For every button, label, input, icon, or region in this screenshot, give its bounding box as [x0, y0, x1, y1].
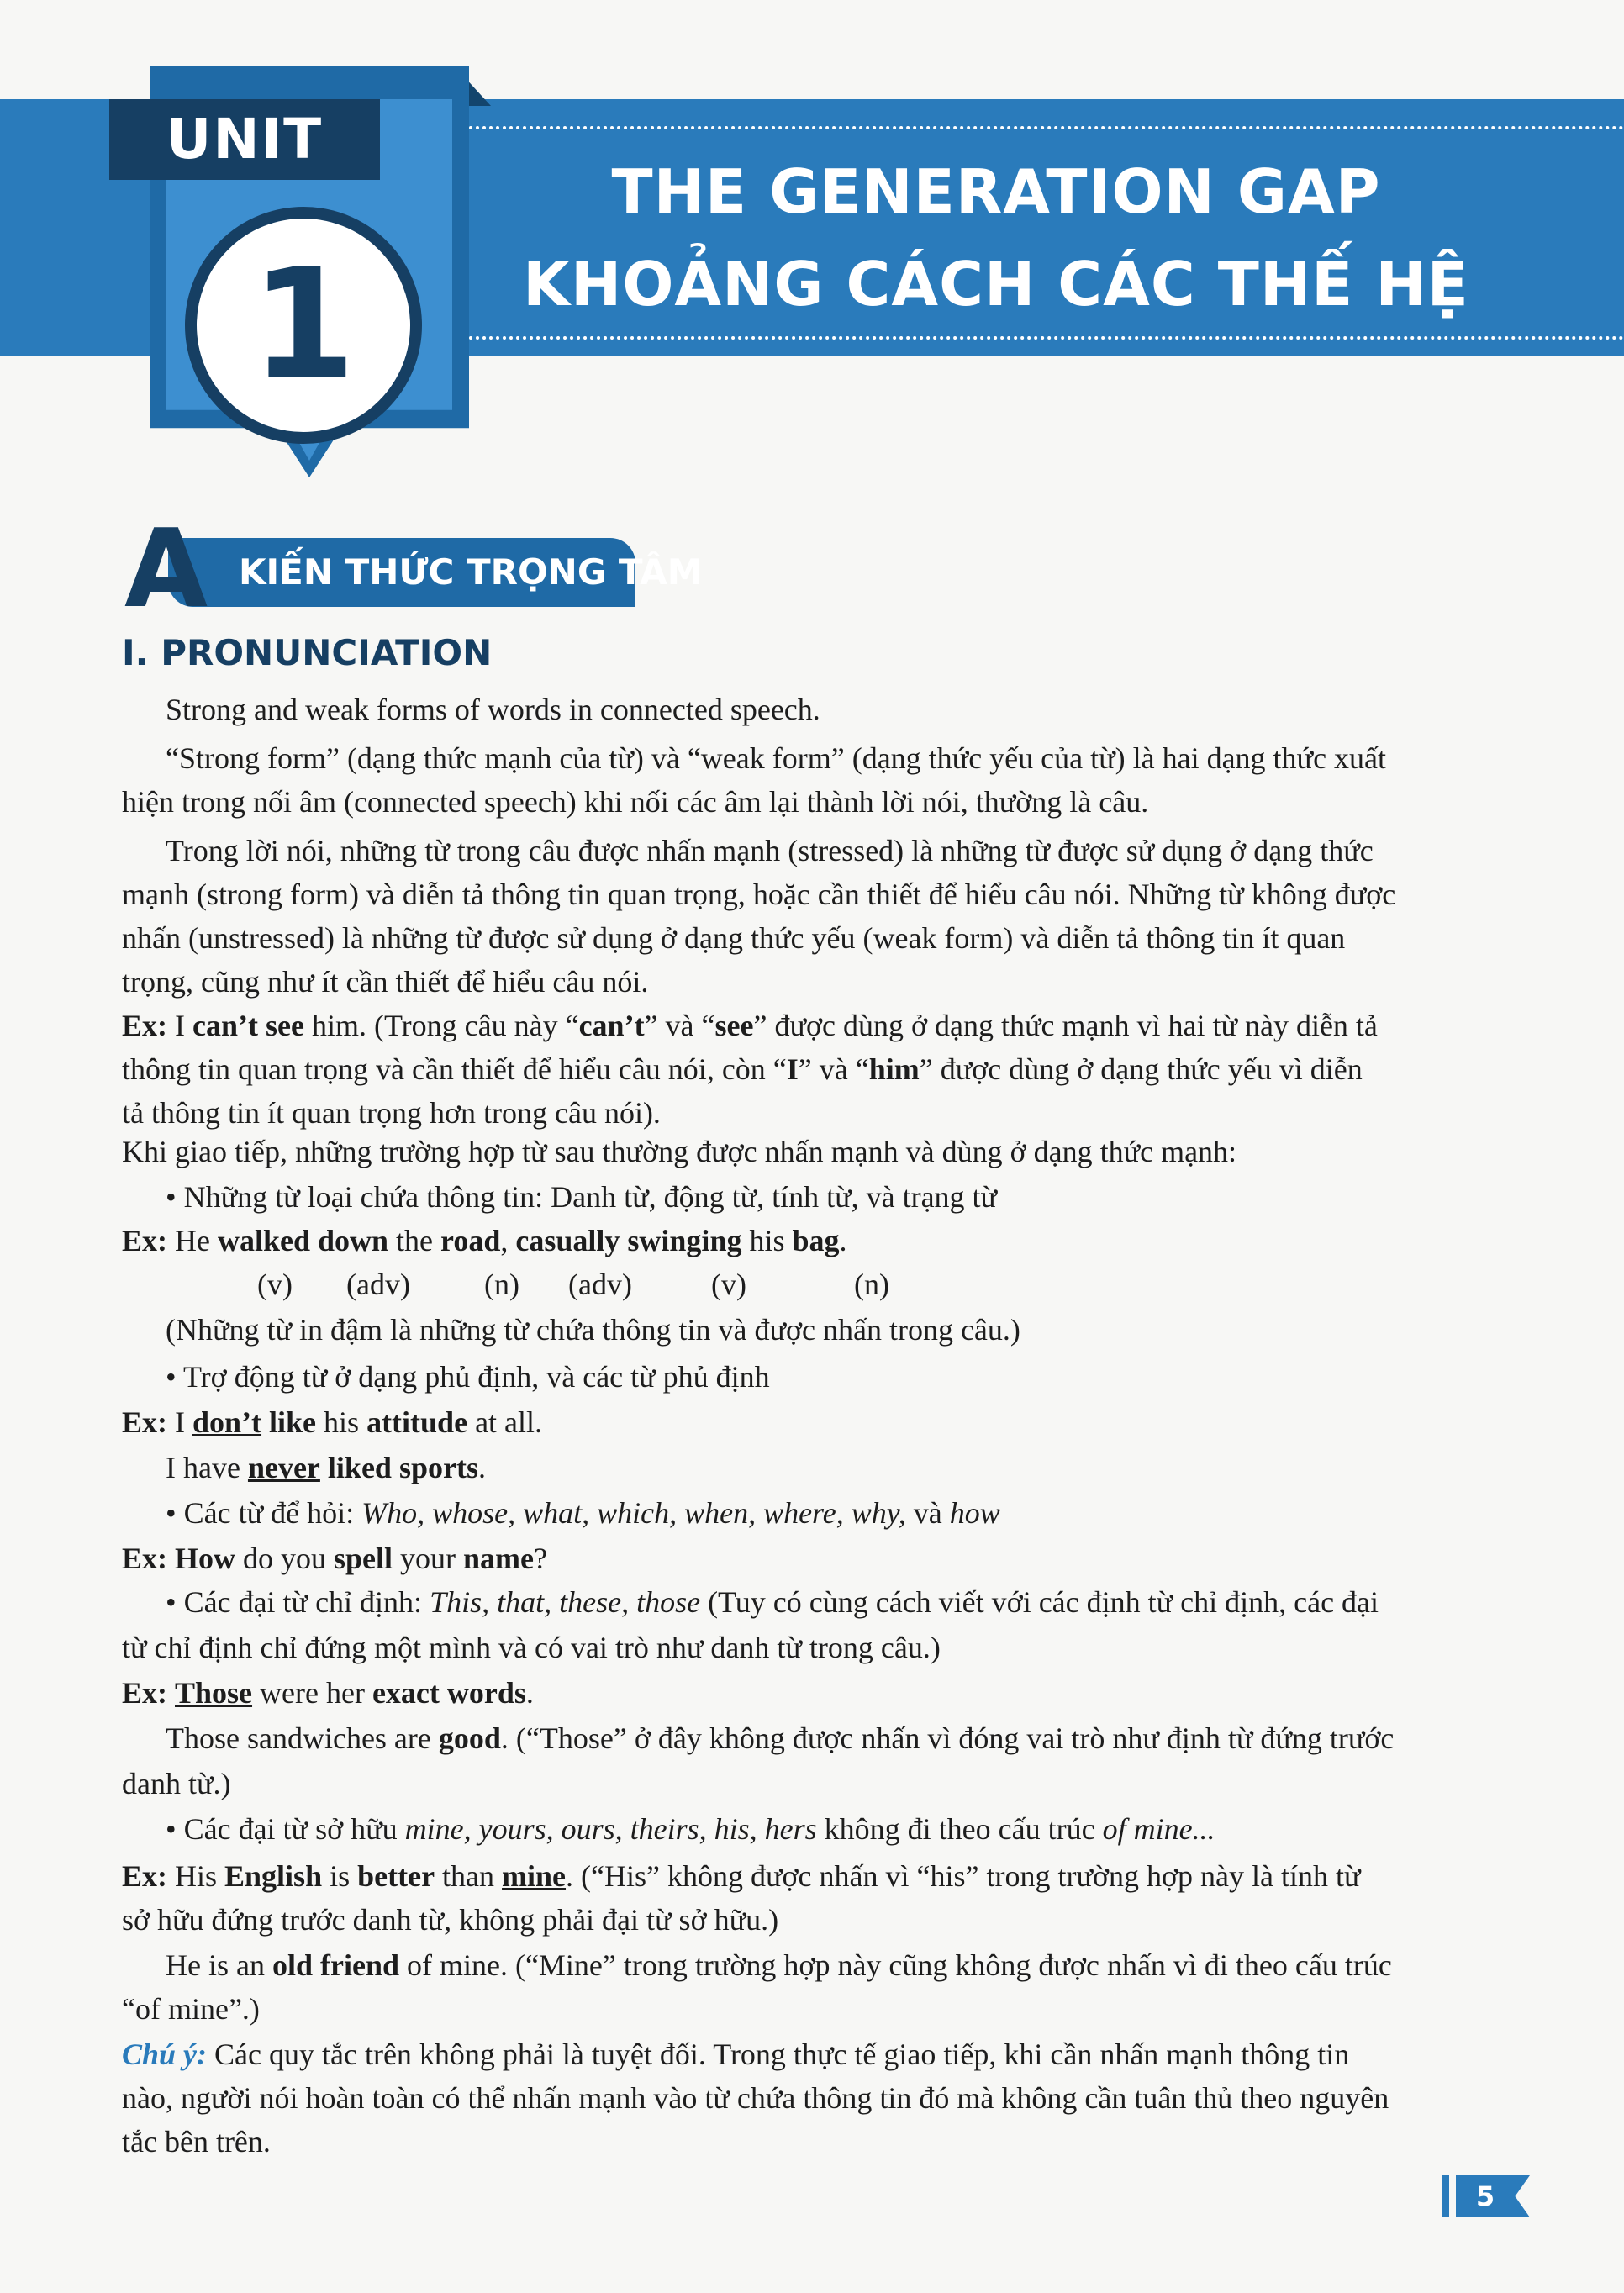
pos-tag: (v)	[257, 1268, 293, 1301]
paragraph-1-line-1: “Strong form” (dạng thức mạnh của từ) và “weak form” (dạng thức yếu của từ) là hai dạng thức xuất	[166, 741, 1387, 775]
section-a-letter: A	[124, 507, 208, 632]
example-5-b-line-1: Those sandwiches are good. (“Those” ở đây không được nhấn vì đóng vai trò như định từ đứng trước	[166, 1721, 1395, 1755]
section-a-title: KIẾN THỨC TRỌNG TÂM	[239, 551, 703, 593]
page-number: 5	[1475, 2180, 1495, 2212]
example-3: Ex: I don’t like his attitude at all.	[122, 1405, 543, 1439]
example-5-b-line-2: danh từ.)	[122, 1767, 231, 1800]
bullet-5: • Các đại từ sở hữu mine, yours, ours, theirs, his, hers không đi theo cấu trúc of mine...	[166, 1812, 1215, 1846]
pos-tag: (v)	[711, 1268, 746, 1301]
paragraph-2-line-1: Trong lời nói, những từ trong câu được nhấn mạnh (stressed) là những từ được sử dụng ở dạng thức	[166, 834, 1374, 867]
note-line-3: tắc bên trên.	[122, 2125, 271, 2159]
page-number-bar	[1442, 2175, 1449, 2217]
note-line-2: nào, người nói hoàn toàn có thể nhấn mạnh vào từ chứa thông tin đó mà không cần tuân thủ theo nguyên	[122, 2081, 1389, 2115]
paragraph-3: Khi giao tiếp, những trường hợp từ sau thường được nhấn mạnh và dùng ở dạng thức mạnh:	[122, 1135, 1237, 1168]
example-3-b: I have never liked sports.	[166, 1451, 486, 1484]
note-line-1: Chú ý: Các quy tắc trên không phải là tuyệt đối. Trong thực tế giao tiếp, khi cần nhấn mạnh thông tin	[122, 2037, 1350, 2071]
bullet-1: • Những từ loại chứa thông tin: Danh từ, động từ, tính từ, và trạng từ	[166, 1180, 998, 1214]
example-6-b-line-2: “of mine”.)	[122, 1992, 260, 2026]
example-6-b-line-1: He is an old friend of mine. (“Mine” trong trường hợp này cũng không được nhấn vì đi theo cấu trúc	[166, 1948, 1392, 1982]
paragraph-2-line-4: trọng, cũng như ít cần thiết để hiểu câu nói.	[122, 965, 649, 999]
example-1-line-3: tả thông tin ít quan trọng hơn trong câu nói).	[122, 1096, 661, 1130]
example-5: Ex: Those were her exact words.	[122, 1676, 534, 1710]
section-heading: I. PRONUNCIATION	[122, 632, 493, 673]
bullet-4-line-2: từ chỉ định chỉ đứng một mình và có vai trò như danh từ trong câu.)	[122, 1631, 941, 1664]
example-4: Ex: How do you spell your name?	[122, 1542, 547, 1575]
unit-label: UNIT	[166, 107, 324, 171]
intro-line: Strong and weak forms of words in connected speech.	[166, 693, 820, 726]
pos-tag: (adv)	[346, 1268, 410, 1301]
example-6-line-2: sở hữu đứng trước danh từ, không phải đại từ sở hữu.)	[122, 1903, 779, 1937]
unit-title-vietnamese: KHOẢNG CÁCH CÁC THẾ HỆ	[523, 249, 1469, 319]
example-2-note: (Những từ in đậm là những từ chứa thông tin và được nhấn trong câu.)	[166, 1313, 1020, 1347]
bullet-4-line-1: • Các đại từ chỉ định: This, that, these, those (Tuy có cùng cách viết với các định từ chỉ định, các đại	[166, 1585, 1379, 1619]
bullet-3: • Các từ để hỏi: Who, whose, what, which, when, where, why, và how	[166, 1496, 1000, 1530]
paragraph-2-line-3: nhấn (unstressed) là những từ được sử dụng ở dạng thức yếu (weak form) và diễn tả thông tin ít quan	[122, 921, 1346, 955]
pos-tag: (n)	[484, 1268, 519, 1301]
paragraph-1-line-2: hiện trong nối âm (connected speech) khi nối các âm lại thành lời nói, thường là câu.	[122, 785, 1149, 819]
pos-tag: (n)	[854, 1268, 889, 1301]
example-2: Ex: He walked down the road, casually swinging his bag.	[122, 1224, 847, 1257]
example-1-line-1: Ex: I can’t see him. (Trong câu này “can’t” và “see” được dùng ở dạng thức mạnh vì hai từ này diễn tả	[122, 1009, 1378, 1042]
dotted-line-bottom	[469, 336, 1624, 340]
bullet-2: • Trợ động từ ở dạng phủ định, và các từ phủ định	[166, 1360, 770, 1394]
paragraph-2-line-2: mạnh (strong form) và diễn tả thông tin quan trọng, hoặc cần thiết để hiểu câu nói. Những từ không được	[122, 878, 1396, 911]
pos-tag: (adv)	[568, 1268, 632, 1301]
unit-number: 1	[250, 237, 356, 413]
example-6-line-1: Ex: His English is better than mine. (“His” không được nhấn vì “his” trong trường hợp này là tính từ	[122, 1859, 1361, 1893]
example-1-line-2: thông tin quan trọng và cần thiết để hiểu câu nói, còn “I” và “him” được dùng ở dạng thức yếu vì diễn	[122, 1052, 1363, 1086]
unit-title-english: THE GENERATION GAP	[611, 156, 1381, 227]
dotted-line-top	[469, 126, 1624, 129]
